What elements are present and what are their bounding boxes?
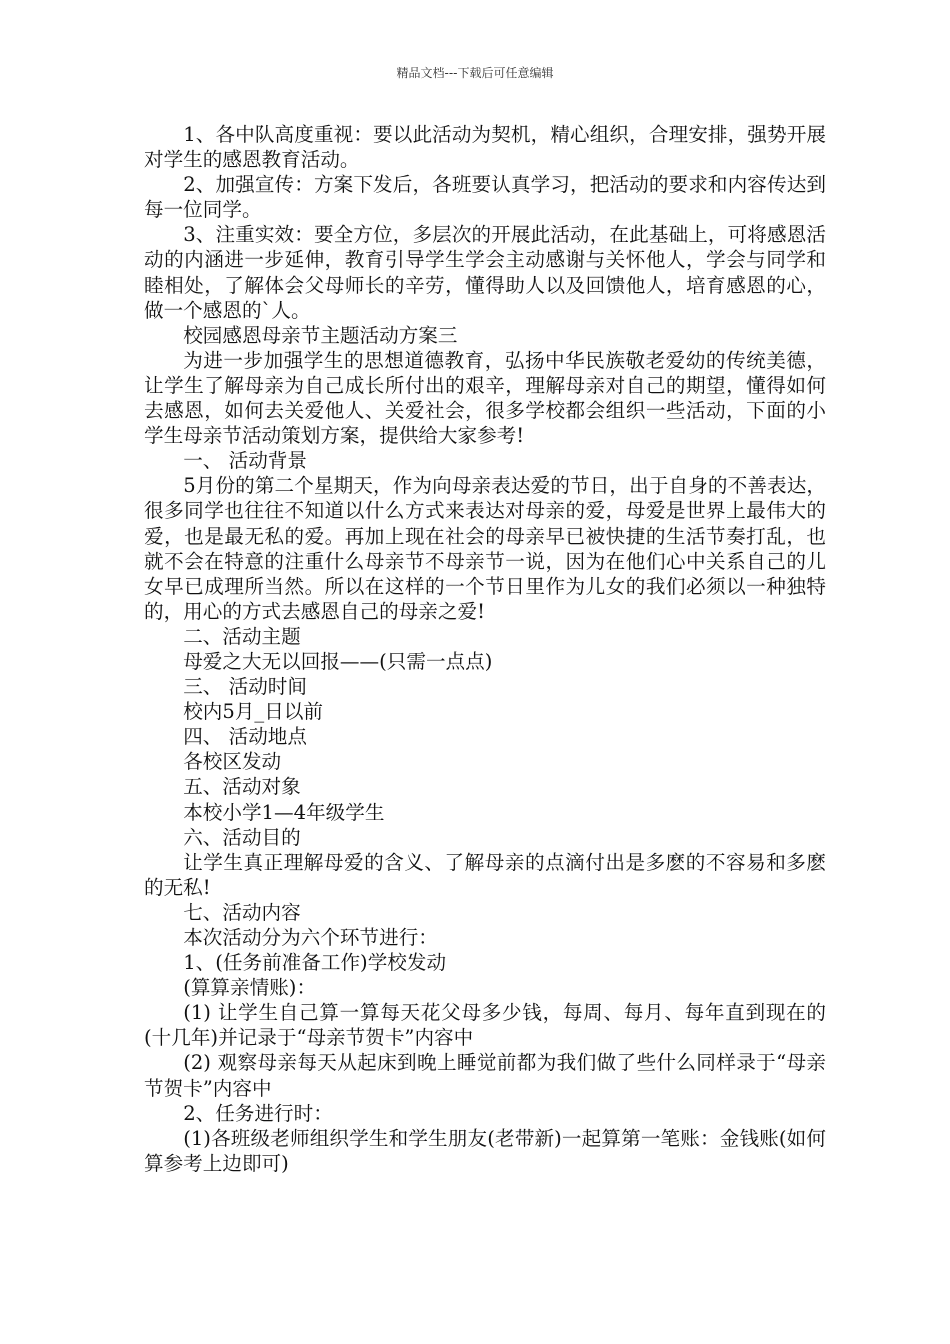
paragraph: (1) 让学生自己算一算每天花父母多少钱，每周、每月、每年直到现在的(十几年)并记录于“母亲节贺卡”内容中	[144, 1001, 826, 1050]
paragraph: 本校小学1—4年级学生	[183, 800, 385, 824]
paragraph: 5月份的第二个星期天，作为向母亲表达爱的节日，出于自身的不善表达，很多同学也往往不知道以什么方式来表达对母亲的爱，母爱是世界上最伟大的爱，也是最无私的爱。再加上现在社会的母亲早已被快捷的生活节奏打乱，也就不会在特意的注重什么母亲节不母亲节一说，因为在他们心中关系自己的儿女早已成理所当然。所以在这样的一个节日里作为儿女的我们必须以一种独特的，用心的方式去感恩自己的母亲之爱!	[144, 474, 826, 623]
section-heading: 二、活动主题	[183, 624, 301, 648]
section-heading: 六、活动目的	[183, 825, 301, 849]
paragraph: 各校区发动	[183, 750, 282, 774]
section-heading: 五、活动对象	[183, 775, 301, 799]
paragraph: 2、加强宣传：方案下发后，各班要认真学习，把活动的要求和内容传达到每一位同学。	[144, 173, 826, 222]
section-heading: 三、 活动时间	[183, 675, 307, 699]
section-heading: 四、 活动地点	[183, 725, 307, 749]
paragraph: 3、注重实效：要全方位，多层次的开展此活动，在此基础上，可将感恩活动的内涵进一步延伸，教育引导学生学会主动感谢与关怀他人，学会与同学和睦相处，了解体会父母师长的辛劳，懂得助人以及回馈他人，培育感恩的心，做一个感恩的`人。	[144, 223, 826, 322]
paragraph: 为进一步加强学生的思想道德教育，弘扬中华民族敬老爱幼的传统美德，让学生了解母亲为自己成长所付出的艰辛，理解母亲对自己的期望，懂得如何去感恩，如何去关爱他人、关爱社会，很多学校都会组织一些活动，下面的小学生母亲节活动策划方案，提供给大家参考!	[144, 348, 826, 448]
section-heading: 一、 活动背景	[183, 449, 307, 473]
paragraph: 让学生真正理解母爱的含义、了解母亲的点滴付出是多麽的不容易和多麽的无私!	[144, 850, 826, 899]
paragraph: 1、各中队高度重视：要以此活动为契机，精心组织，合理安排，强势开展对学生的感恩教育活动。	[144, 123, 826, 172]
document-body	[144, 122, 826, 1176]
paragraph: 校内5月_日以前	[183, 700, 324, 724]
paragraph: (1)各班级老师组织学生和学生朋友(老带新)一起算第一笔账：金钱账(如何算参考上边即可)	[144, 1126, 826, 1175]
paragraph: 1、(任务前准备工作)学校发动	[183, 951, 447, 975]
paragraph: (算算亲情账)：	[183, 976, 317, 1000]
section-heading: 七、活动内容	[183, 900, 301, 924]
section-title: 校园感恩母亲节主题活动方案三	[183, 323, 458, 347]
paragraph: (2) 观察母亲每天从起床到晚上睡觉前都为我们做了些什么同样录于“母亲节贺卡”内容中	[144, 1051, 826, 1100]
paragraph: 2、任务进行时：	[183, 1101, 333, 1125]
paragraph: 母爱之大无以回报——(只需一点点)	[183, 649, 493, 673]
page-header: 精品文档---下载后可任意编辑	[396, 66, 554, 80]
paragraph: 本次活动分为六个环节进行：	[183, 926, 438, 949]
